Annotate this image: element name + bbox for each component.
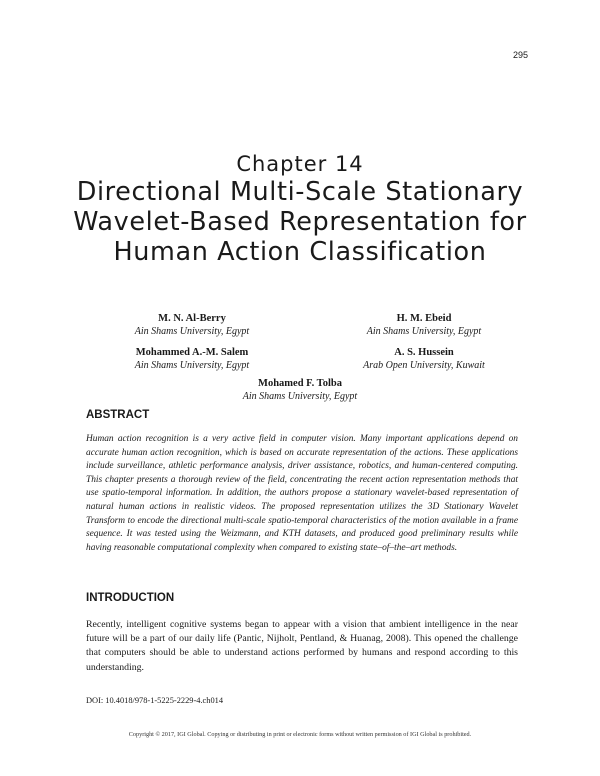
author-affiliation: Ain Shams University, Egypt (134, 326, 250, 337)
author-name: H. M. Ebeid (396, 313, 452, 324)
abstract-heading: ABSTRACT (86, 409, 150, 421)
author-block-1 (82, 312, 302, 338)
author-block-5 (190, 377, 410, 403)
author-affiliation: Ain Shams University, Egypt (134, 360, 250, 371)
author-affiliation: Arab Open University, Kuwait (363, 360, 485, 371)
abstract-text: Human action recognition is a very active field in computer vision. Many important applications depend on accurate human action recognition, which is based on accurate representation of the actions. These applications include surveillance, athletic performance analysis, driver assistance, robotics, and human-centered computing. This chapter presents a thorough review of the field, concentrating the recent action representation methods that use spatio-temporal information. In addition, the authors propose a stationary wavelet-based representation of natural human actions in realistic videos. The proposed representation utilizes the 3D Stationary Wavelet Transform to encode the directional multi-scale spatio-temporal characteristics of the motion available in a frame sequence. It was tested using the Weizmann, and KTH datasets, and produced good preliminary results while having reasonable computational complexity when compared to existing state–of–the–art methods. (86, 434, 518, 553)
author-block-3 (82, 346, 302, 372)
author-name: M. N. Al-Berry (158, 313, 226, 324)
author-name: Mohamed F. Tolba (258, 378, 342, 389)
author-block-2 (314, 312, 534, 338)
author-affiliation: Ain Shams University, Egypt (242, 391, 358, 402)
introduction-text: Recently, intelligent cognitive systems began to appear with a vision that ambient intelligence in the near future will be a part of our daily life (Pantic, Nijholt, Pentland, & Huanag, 2008). This opened the challenge that computers should be able to understand actions performed by humans and respond according to this understanding. (86, 619, 518, 673)
chapter-title: Directional Multi-Scale Stationary Wavelet-Based Representation for Human Action Classification (73, 177, 527, 267)
author-affiliation: Ain Shams University, Egypt (366, 326, 482, 337)
author-name: Mohammed A.-M. Salem (135, 347, 249, 358)
author-name: A. S. Hussein (394, 347, 454, 358)
author-block-4 (314, 346, 534, 372)
copyright-notice: Copyright © 2017, IGI Global. Copying or distributing in print or electronic forms without written permission of IGI Global is prohibited. (128, 731, 472, 738)
page-number: 295 (512, 50, 528, 60)
doi-link[interactable]: DOI: 10.4018/978-1-5225-2229-4.ch014 (86, 696, 224, 705)
introduction-heading: INTRODUCTION (86, 592, 175, 604)
chapter-label: Chapter 14 (236, 152, 364, 176)
